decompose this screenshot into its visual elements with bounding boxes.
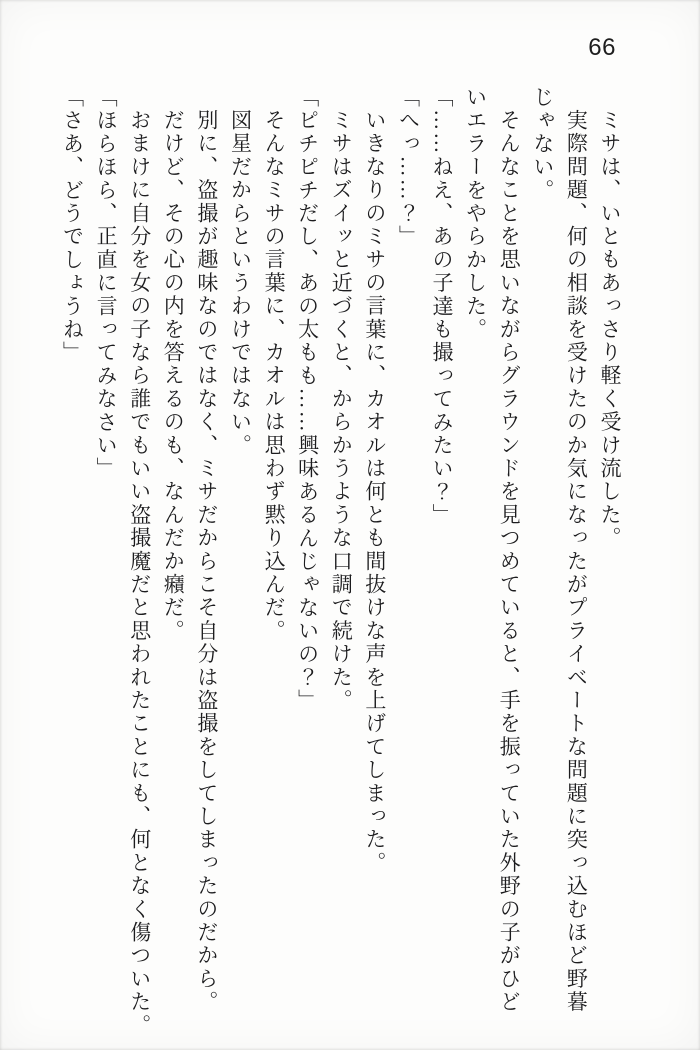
- text-line-17: 「さあ、どうでしょうね」: [60, 86, 85, 365]
- text-line-12: 図星だからというわけではない。: [228, 109, 253, 457]
- text-line-7: 「へっ……？」: [396, 86, 421, 249]
- text-line-16: 「ほらほら、正直に言ってみなさい」: [94, 86, 119, 481]
- text-line-13: 別に、盗撮が趣味なのではなく、ミサだからこそ自分は盗撮をしてしまったのだから。: [194, 109, 219, 1014]
- text-line-1: ミサは、いともあっさり軽く受け流した。: [598, 109, 622, 550]
- text-line-14: だけど、その心の内を答えるのも、なんだか癪だ。: [161, 109, 186, 643]
- text-line-4: そんなことを思いながらグラウンドを見つめていると、手を振っていた外野の子がひど: [497, 109, 522, 1014]
- text-line-6: 「……ねえ、あの子達も撮ってみたい？」: [430, 86, 455, 527]
- text-area: [52, 86, 626, 1037]
- text-line-10: 「ピチピチだし、あの太もも……興味あるんじゃないの？」: [295, 86, 320, 713]
- text-line-2: 実際問題、何の相談を受けたのか気になったがプライベートな問題に突っ込むほど野暮: [564, 109, 589, 1014]
- text-line-9: ミサはズイッと近づくと、からかうような口調で続けた。: [329, 109, 354, 713]
- text-line-5: いエラーをやらかした。: [463, 86, 488, 342]
- text-line-3: じゃない。: [530, 86, 555, 202]
- page-number: 66: [588, 34, 616, 61]
- text-line-11: そんなミサの言葉に、カオルは思わず黙り込んだ。: [262, 109, 287, 643]
- text-line-15: おまけに自分を女の子なら誰でもいい盗撮魔だと思われたことにも、何となく傷ついた。: [127, 109, 152, 1037]
- text-line-8: いきなりのミサの言葉に、カオルは何とも間抜けな声を上げてしまった。: [362, 109, 387, 875]
